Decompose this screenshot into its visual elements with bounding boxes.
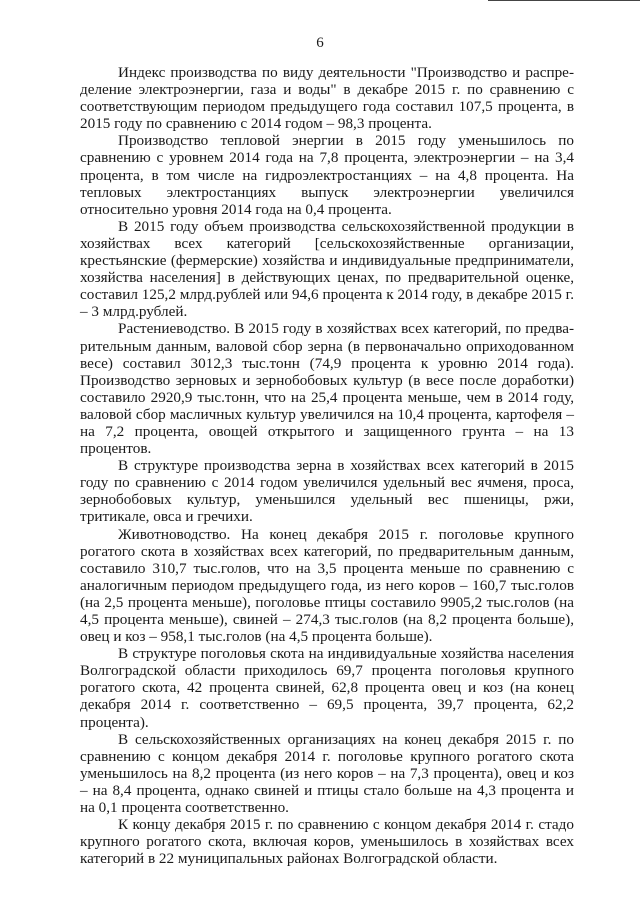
paragraph-electricity-index: Индекс производства по виду деятельности "Производство и распределение электроэнергии, газа и воды" в декабре 2015 г. по сравнению с соответствующим периодом предыдущего года составил 107,5 процента, в 2015 году по сравнению с 2014 годом – 98,3 процента. [80, 64, 574, 133]
paragraph-agriculture-volume: В 2015 году объем производства сельскохозяйственной продукции в хозяйствах всех категорий [сельскохозяйственные организации, крестьянские (фермерские) хозяйства и индивидуальные предприниматели, хозяйства населения] в действующих ценах, по предварительной оценке, составил 125,2 млрд.рублей или 94,6 процента к 2014 году, в декабре 2015 г. – 3 млрд.рублей. [80, 217, 574, 321]
page-number: 6 [316, 35, 324, 51]
paragraph-heat-energy: Производство тепловой энергии в 2015 году уменьшилось по сравнению с уровнем 2014 года на 7,8 процента, электроэнергии – на 3,4 процента, в том числе на гидроэлектростанциях – на 4,8 процента. На тепловых электростанциях выпуск электроэнергии увеличился относительно уровня 2014 года на 0,4 процента. [80, 132, 574, 218]
paragraph-livestock: Животноводство. На конец декабря 2015 г. поголовье крупного рогатого скота в хозяйствах всех категорий, по предварительным данным, составило 310,7 тыс.голов, что на 3,5 процента меньше по сравнению с аналогичным периодом предыдущего года, из него коров – 160,7 тыс.голов (на 2,5 процента меньше), поголовье птицы составило 9905,2 тыс.голов (на 4,5 процента меньше), свиней – 274,3 тыс.голов (на 8,2 процента больше), овец и коз – 958,1 тыс.голов (на 4,5 процента больше). [80, 525, 574, 646]
paragraph-cattle-districts: К концу декабря 2015 г. по сравнению с концом декабря 2014 г. стадо крупного рогатого скота, включая коров, уменьшилось в хозяйствах всех категорий в 22 муниципальных районах Волгоградской области. [80, 816, 574, 868]
paragraph-crop-production: Растениеводство. В 2015 году в хозяйствах всех категорий, по предварительным данным, валовой сбор зерна (в первоначально оприходованном весе) составил 3012,3 тыс.тонн (74,9 процента к уровню 2014 года). Производство зерновых и зернобобовых культур (в весе после доработки) составило 2920,9 тыс.тонн, что на 25,4 процента меньше, чем в 2014 году, валовой сбор масличных культур увеличился на 10,4 процента, картофеля – на 7,2 процента, овощей открытого и защищенного грунта – на 13 процентов. [80, 320, 574, 458]
top-rule-line [488, 0, 640, 1]
paragraph-livestock-structure: В структуре поголовья скота на индивидуальные хозяйства населения Волгоградской области приходилось 69,7 процента поголовья крупного рогатого скота, 42 процента свиней, 62,8 процента овец и коз (на конец декабря 2014 г. соответственно – 69,5 процента, 39,7 процента, 62,2 процента). [80, 645, 574, 731]
paragraph-grain-structure: В структуре производства зерна в хозяйствах всех категорий в 2015 году по сравнению с 2014 годом увеличился удельный вес ячменя, проса, зернобобовых культур, уменьшился удельный вес пшеницы, ржи, тритикале, овса и гречихи. [80, 457, 574, 526]
paragraph-agri-organizations: В сельскохозяйственных организациях на конец декабря 2015 г. по сравнению с концом декабря 2014 г. поголовье крупного рогатого скота уменьшилось на 8,2 процента (из него коров – на 7,3 процента), овец и коз – на 8,4 процента, однако свиней и птицы стало больше на 4,3 процента и на 0,1 процента соответственно. [80, 730, 574, 817]
document-body [80, 64, 574, 867]
